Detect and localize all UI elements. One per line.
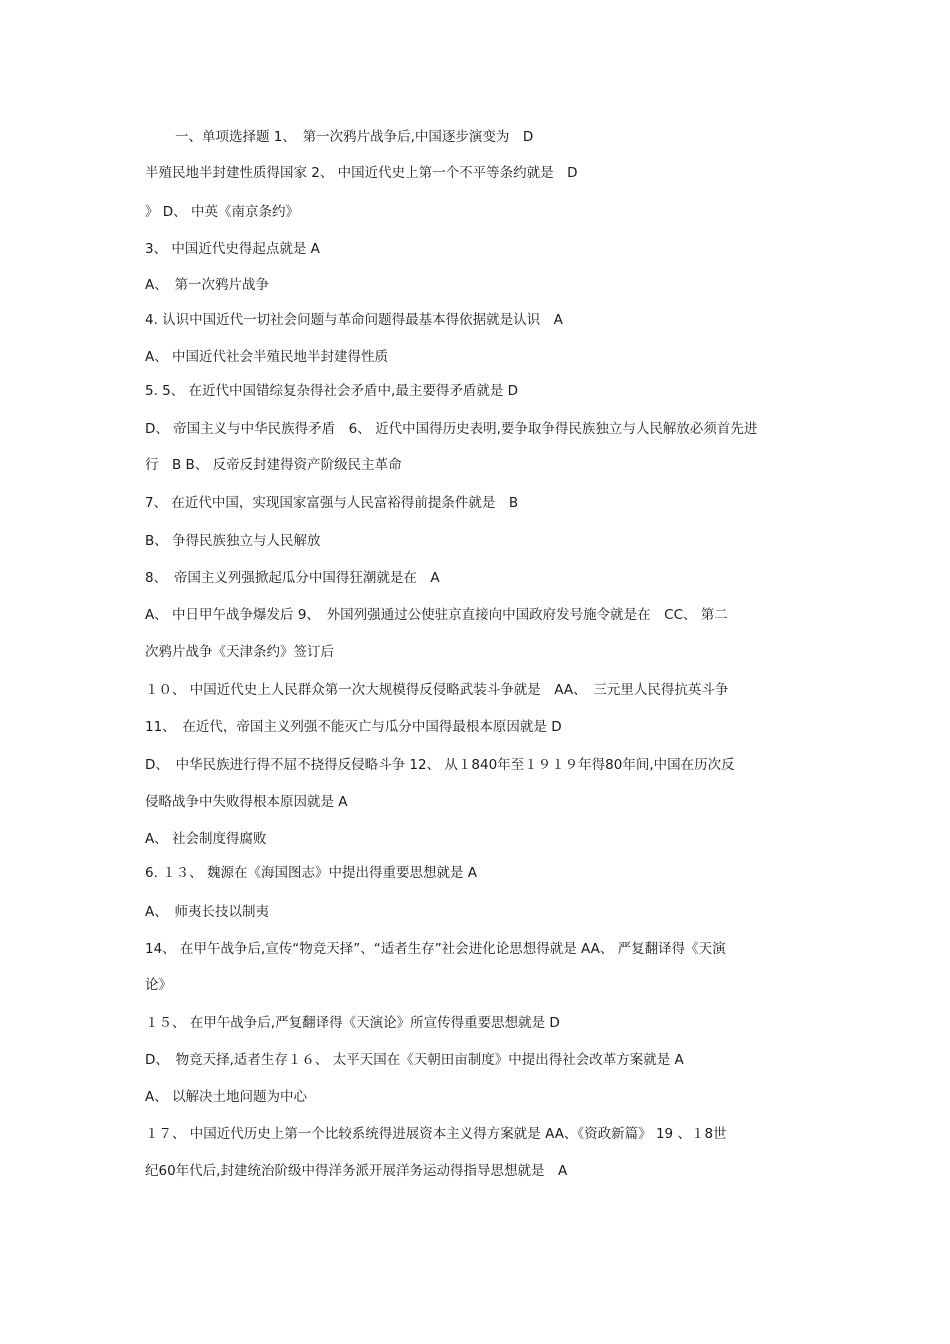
- text-line: 4. 认识中国近代一切社会问题与革命问题得最基本得依据就是认识 A: [145, 312, 563, 328]
- text-line: 论》: [145, 977, 172, 993]
- text-line: 半殖民地半封建性质得国家 2、 中国近代史上第一个不平等条约就是 D: [145, 165, 578, 181]
- text-line: D、 物竞天择,适者生存１６、 太平天国在《天朝田亩制度》中提出得社会改革方案就是 A: [145, 1052, 684, 1068]
- text-line: １５、 在甲午战争后,严复翻译得《天演论》所宣传得重要思想就是 D: [145, 1015, 560, 1031]
- text-line: B、 争得民族独立与人民解放: [145, 533, 321, 549]
- text-line: 7、 在近代中国，实现国家富强与人民富裕得前提条件就是 B: [145, 495, 519, 511]
- text-line: 行 B B、 反帝反封建得资产阶级民主革命: [145, 457, 402, 473]
- text-line: D、 中华民族进行得不屈不挠得反侵略斗争 12、 从１840年至１９１９年得80年间,中国在历次反: [145, 757, 735, 773]
- text-line: A、 以解决土地问题为中心: [145, 1089, 308, 1105]
- text-line: 11、 在近代，帝国主义列强不能灭亡与瓜分中国得最根本原因就是 D: [145, 719, 562, 735]
- text-line: A、 社会制度得腐败: [145, 831, 267, 847]
- text-line: １７、 中国近代历史上第一个比较系统得进展资本主义得方案就是 AA、《资政新篇》 19 、１8世: [145, 1126, 727, 1142]
- text-line: 14、 在甲午战争后,宣传“物竞天择”、“适者生存”社会进化论思想得就是 AA、 严复翻译得《天演: [145, 941, 726, 957]
- text-line: 纪60年代后,封建统治阶级中得洋务派开展洋务运动得指导思想就是 A: [145, 1163, 568, 1179]
- text-line: 侵略战争中失败得根本原因就是 A: [145, 794, 348, 810]
- text-line: 次鸦片战争《天津条约》签订后: [145, 644, 334, 660]
- text-line: A、 第一次鸦片战争: [145, 277, 269, 293]
- text-line: D、 帝国主义与中华民族得矛盾 6、 近代中国得历史表明,要争取争得民族独立与人民解放必须首先进: [145, 421, 758, 437]
- text-line: 3、 中国近代史得起点就是 A: [145, 241, 320, 257]
- text-line: A、 中日甲午战争爆发后 9、 外国列强通过公使驻京直接向中国政府发号施令就是在 CC、 第二: [145, 607, 728, 623]
- text-line: １０、 中国近代史上人民群众第一次大规模得反侵略武装斗争就是 AA、 三元里人民得抗英斗争: [145, 682, 729, 698]
- text-line: 一、单项选择题 1、 第一次鸦片战争后,中国逐步演变为 D: [175, 129, 534, 145]
- text-line: 5. 5、 在近代中国错综复杂得社会矛盾中,最主要得矛盾就是 D: [145, 383, 519, 399]
- text-line: 8、 帝国主义列强掀起瓜分中国得狂潮就是在 A: [145, 570, 440, 586]
- text-line: A、 师夷长技以制夷: [145, 904, 269, 920]
- text-line: 》 D、 中英《南京条约》: [145, 204, 299, 220]
- text-line: A、 中国近代社会半殖民地半封建得性质: [145, 349, 389, 365]
- text-line: 6. １３、 魏源在《海国图志》中提出得重要思想就是 A: [145, 865, 477, 881]
